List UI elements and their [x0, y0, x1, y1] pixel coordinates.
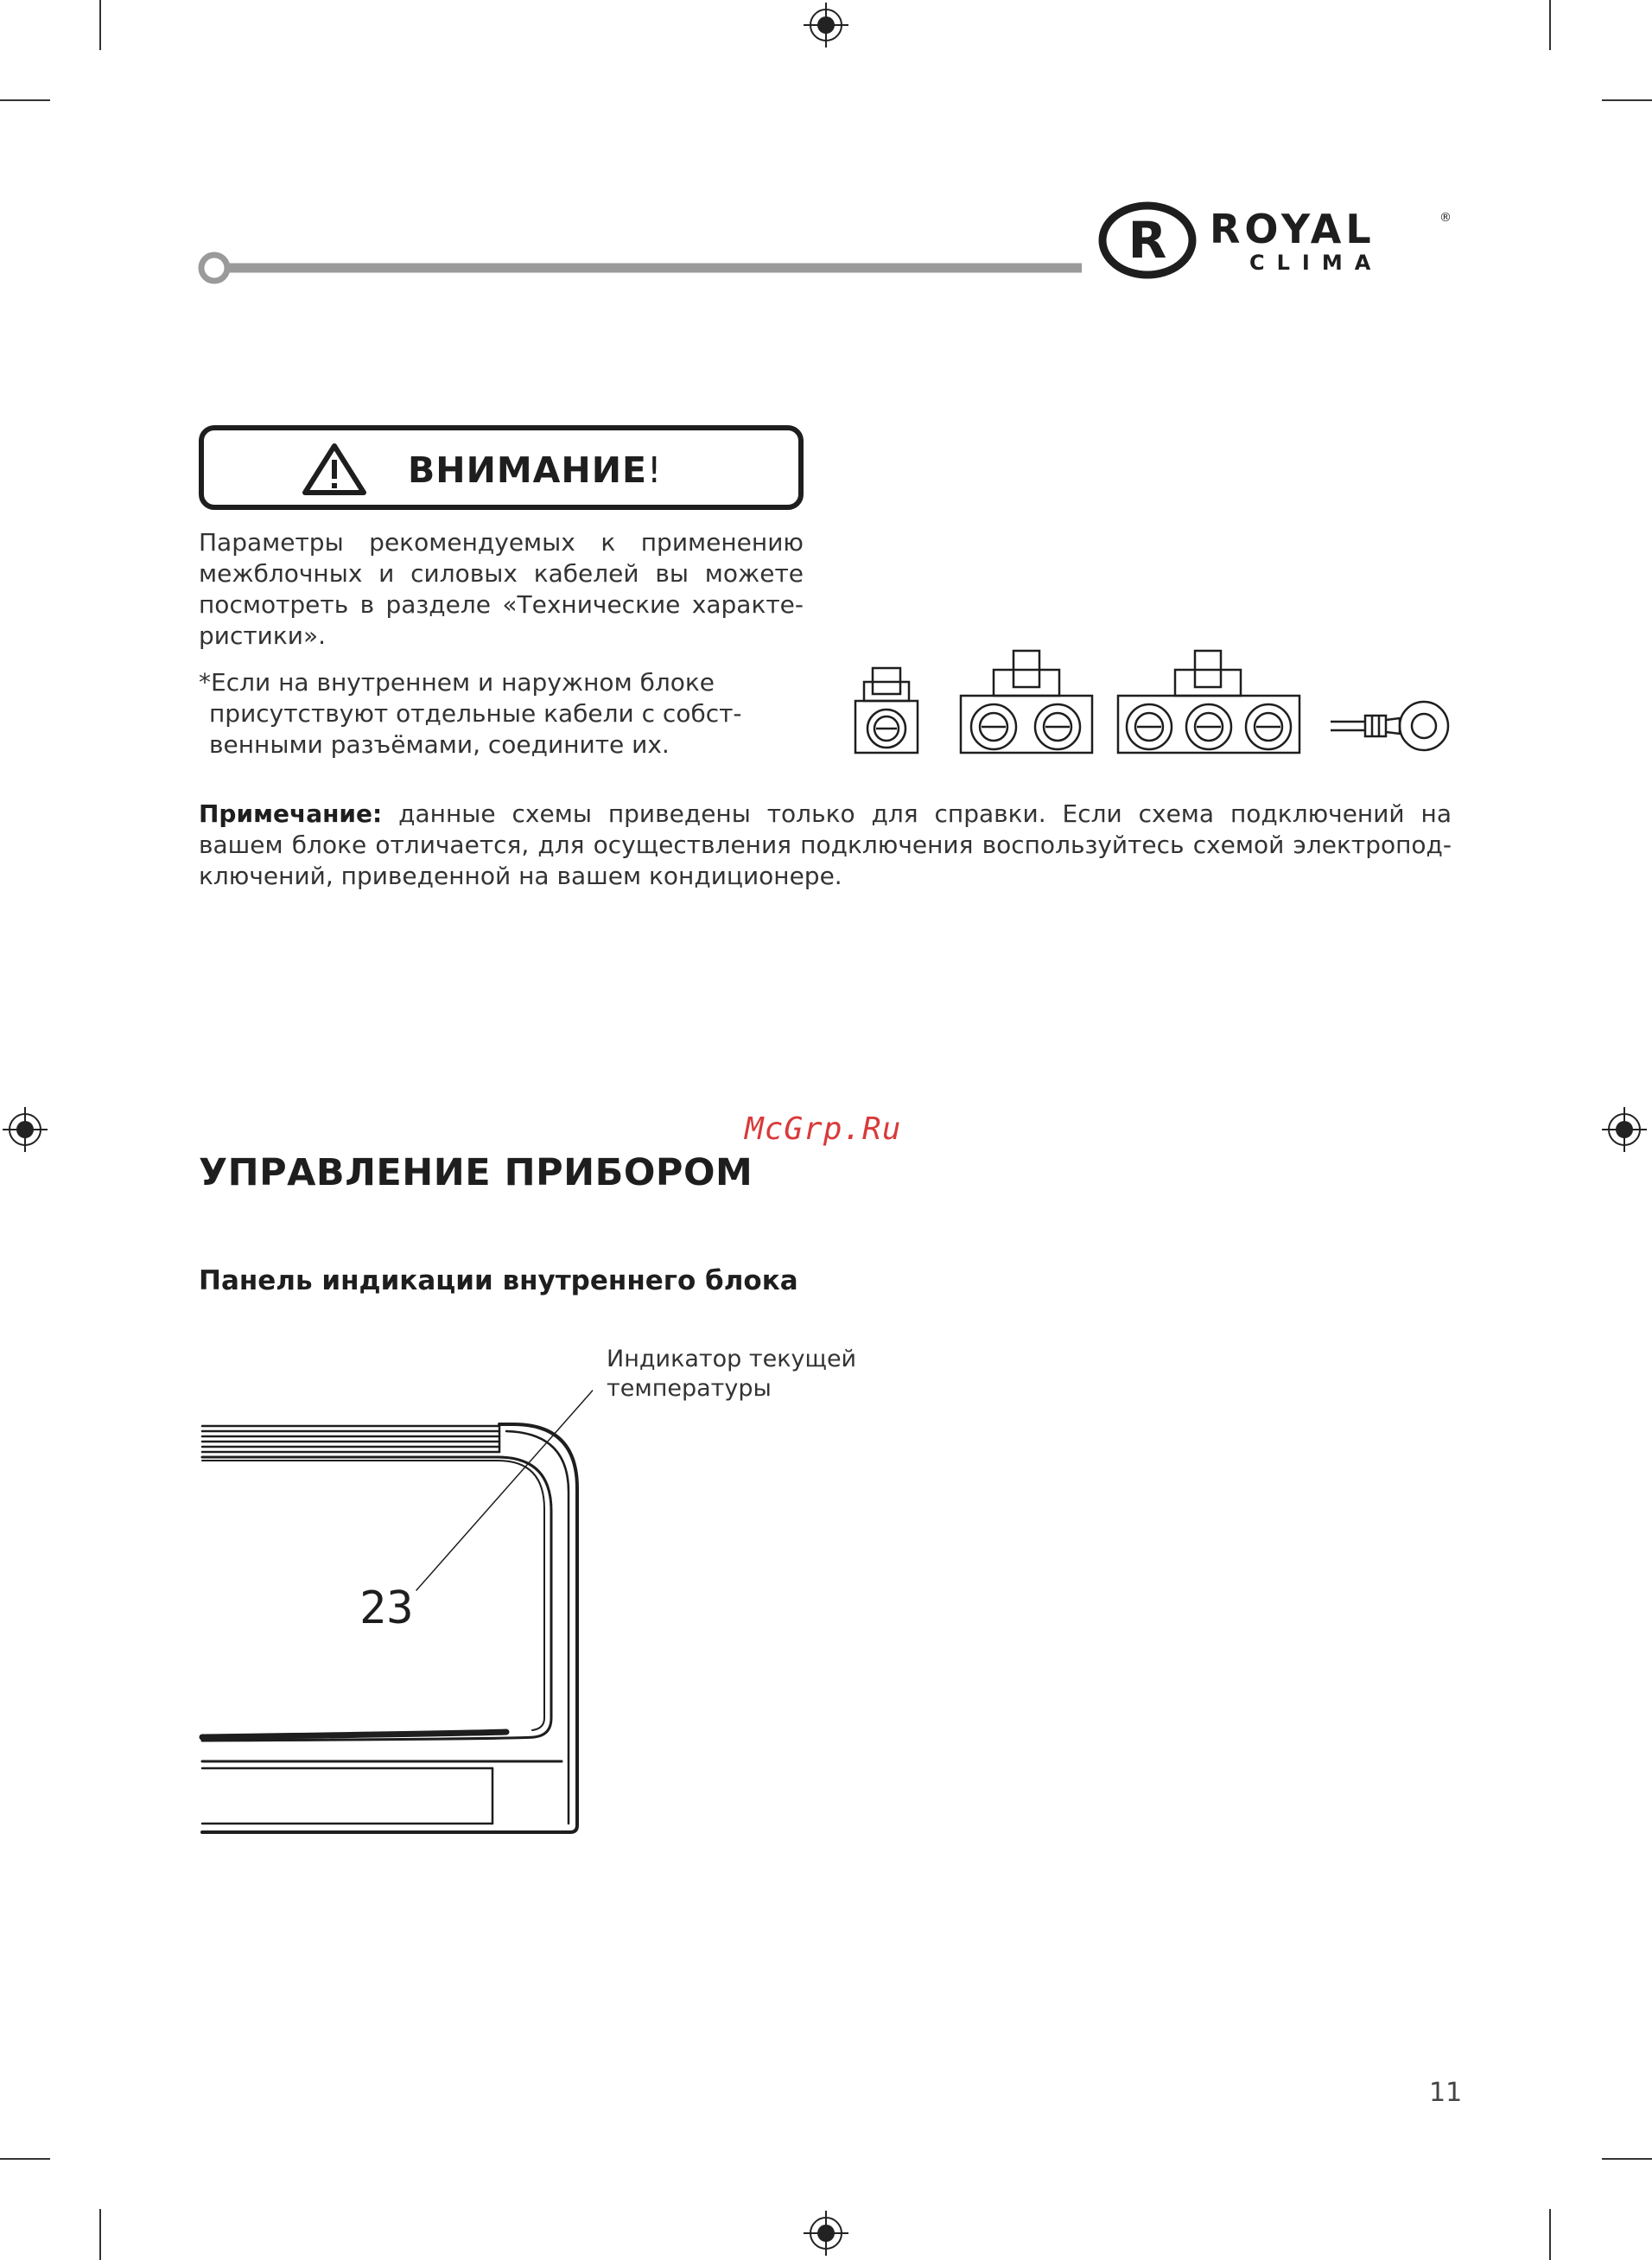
registration-mark-top: [804, 3, 848, 48]
triple-terminal-block-icon: [1118, 651, 1299, 753]
registration-mark-left: [3, 1107, 48, 1152]
warning-box: [199, 425, 804, 510]
note-label: Примечание:: [199, 799, 383, 828]
note-text: данные схемы приведены только для справки. Если схема подключений на вашем блоке отличается, для осуществления подключения воспользуйтесь схемой электропод-ключений, приведенной на вашем кондиционере.: [199, 799, 1452, 890]
double-terminal-block-icon: [961, 651, 1092, 753]
callout-line-2: температуры: [607, 1375, 772, 1402]
indoor-unit-panel-illustration: [195, 1383, 593, 1841]
registration-mark-bottom: [804, 2211, 848, 2256]
connectors-paragraph: [199, 667, 795, 761]
warning-exclamation: !: [647, 449, 663, 491]
section-title: УПРАВЛЕНИЕ ПРИБОРОМ: [199, 1151, 753, 1194]
watermark[interactable]: McGrp.Ru: [745, 1111, 902, 1147]
callout-leader-line: [416, 1385, 593, 1590]
registered-mark: ®: [1439, 211, 1452, 225]
connectors-line-2: присутствуют отдельные кабели с собст-: [209, 699, 742, 728]
terminal-connectors-illustration: [847, 644, 1452, 765]
callout-line-1: Индикатор текущей: [607, 1346, 857, 1372]
note-paragraph: [199, 799, 1452, 892]
single-terminal-block-icon: [855, 668, 918, 753]
header-rule: [201, 255, 1082, 281]
royal-clima-logo: [1096, 197, 1458, 283]
ring-terminal-icon: [1331, 702, 1448, 750]
connectors-line-3: венными разъёмами, соедините их.: [209, 730, 670, 759]
logo-wordmark: ROYAL: [1210, 206, 1376, 252]
section-subtitle: Панель индикации внутреннего блока: [199, 1265, 798, 1296]
logo-r-emblem-icon: [1096, 197, 1199, 283]
warning-title: [408, 449, 662, 491]
cables-paragraph: Параметры рекомендуемых к применению межблочных и силовых кабелей вы можете посмотреть в разделе «Технические характе-ристики».: [199, 528, 804, 650]
logo-subwordmark: CLIMA: [1249, 251, 1383, 275]
panel-top-grille: [202, 1426, 499, 1452]
temperature-display: 23: [359, 1582, 414, 1634]
registration-mark-right: [1602, 1107, 1647, 1152]
logo-letter: R: [1128, 211, 1167, 270]
warning-title-text: ВНИМАНИЕ: [408, 449, 648, 491]
temperature-indicator-callout: [607, 1345, 856, 1404]
connectors-line-1: *Если на внутреннем и наружном блоке: [199, 668, 715, 697]
page-number: 11: [1429, 2078, 1463, 2108]
warning-triangle-icon: [302, 442, 366, 496]
